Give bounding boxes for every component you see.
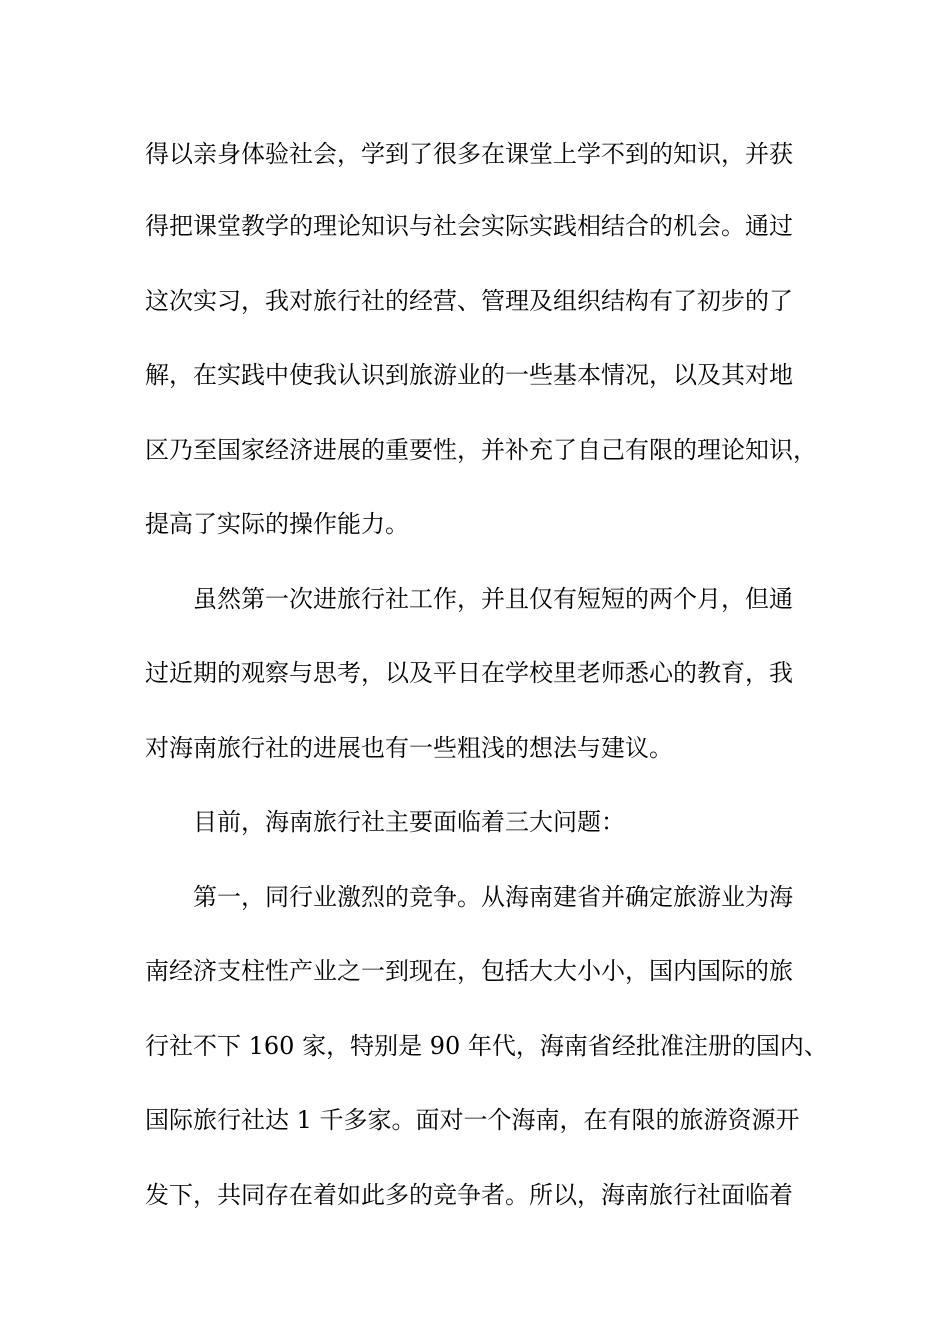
text-line: 提高了实际的操作能力。 xyxy=(145,510,409,538)
text-line: 得把课堂教学的理论知识与社会实际实践相结合的机会。通过 xyxy=(145,212,793,240)
text-line: 这次实习，我对旅行社的经营、管理及组织结构有了初步的了 xyxy=(145,287,793,315)
paragraph-first-line: 目前，海南旅行社主要面临着三大问题： xyxy=(193,808,625,836)
paragraph-first-line: 第一，同行业激烈的竞争。从海南建省并确定旅游业为海 xyxy=(193,883,793,911)
text-line: 区乃至国家经济进展的重要性，并补充了自己有限的理论知识， xyxy=(145,436,817,464)
text-line: 国际旅行社达 1 千多家。面对一个海南，在有限的旅游资源开 xyxy=(145,1106,800,1134)
text-line: 发下，共同存在着如此多的竞争者。所以，海南旅行社面临着 xyxy=(145,1181,793,1209)
paragraph-first-line: 虽然第一次进旅行社工作，并且仅有短短的两个月，但通 xyxy=(193,585,793,613)
text-line: 对海南旅行社的进展也有一些粗浅的想法与建议。 xyxy=(145,734,673,762)
text-line: 南经济支柱性产业之一到现在，包括大大小小，国内国际的旅 xyxy=(145,957,793,985)
text-line: 行社不下 160 家，特别是 90 年代，海南省经批准注册的国内、 xyxy=(145,1032,828,1060)
text-line: 得以亲身体验社会，学到了很多在课堂上学不到的知识，并获 xyxy=(145,140,793,168)
text-line: 解，在实践中使我认识到旅游业的一些基本情况，以及其对地 xyxy=(145,361,793,389)
text-line: 过近期的观察与思考，以及平日在学校里老师悉心的教育，我 xyxy=(145,659,793,687)
